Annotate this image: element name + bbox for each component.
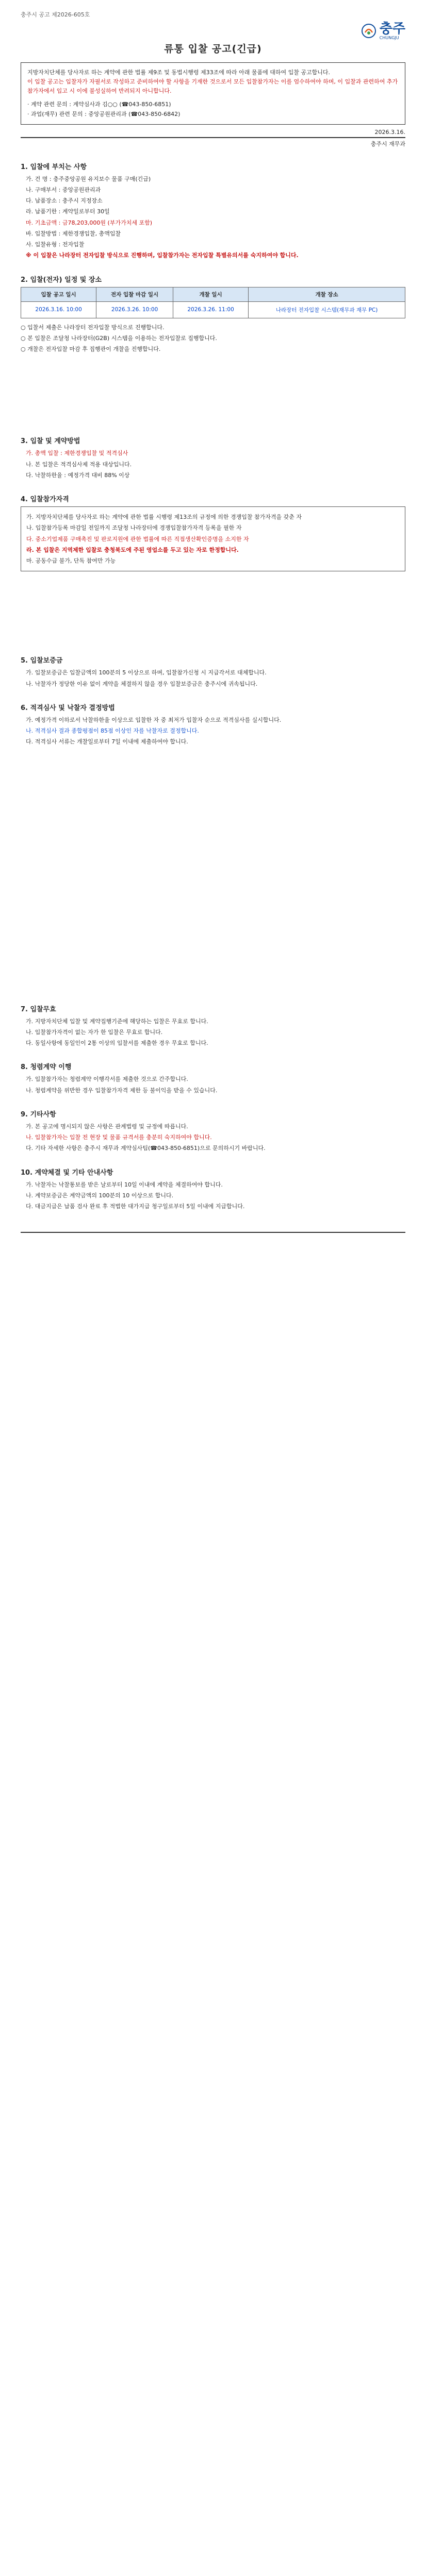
section-10-item: 다. 대금지급은 납품 검사 완료 후 적법한 대가지급 청구일로부터 5일 이내에 지급합니다. [26,1203,245,1210]
section-2-note: ○ 본 입찰은 조달청 나라장터(G2B) 시스템을 이용하는 전자입찰로 집행합니다. [21,334,217,342]
intro-line-2: 이 입찰 공고는 입찰자가 자필서로 작성하고 준비하여야 할 사항을 기재한 것으로서 모든 입찰참가자는 이를 엄수하여야 하며, 이 입찰과 관련하여 추가 참가자에서 입고 시 이에 불성실하여 반려되지 아니합니다. [27,78,398,95]
eligibility-box [21,506,405,571]
section-7-item: 다. 동일사항에 동일인이 2통 이상의 입찰서를 제출한 경우 무효로 합니다. [26,1040,208,1047]
section-9-item: 가. 본 공고에 명시되지 않은 사항은 관계법령 및 규정에 따릅니다. [26,1123,188,1130]
intro-contact-task: · 과업(재무) 관련 문의 : 중앙공원관리과 (☎043-850-6842) [27,110,181,117]
intro-contact-contract: · 계약 관련 문의 : 계약심사과 김○○ (☎043-850-6851) [27,101,171,108]
schedule-header-row [21,287,405,301]
notice-date: 2026.3.16. [21,129,405,138]
section-4-item: 마. 공동수급 불가, 단독 참여만 가능 [26,557,116,565]
section-4-title: 4. 입찰참가자격 [21,496,69,504]
section-4-item: 라. 본 입찰은 지역제한 입찰로 충청북도에 주된 영업소를 두고 있는 자로 한정합니다. [26,546,239,553]
schedule-cell: 2026.3.26. 11:00 [173,301,248,318]
schedule-header-cell: 전자 입찰 마감 일시 [96,287,173,301]
section-2-note: ○ 입찰서 제출은 나라장터 전자입찰 방식으로 진행합니다. [21,324,165,331]
logo-text: 충주 [379,21,405,37]
document-end-divider [21,1232,405,1233]
schedule-cell: 2026.3.16. 10:00 [21,301,96,318]
section-5-title: 5. 입찰보증금 [21,657,63,665]
intro-box [21,62,405,125]
section-8-title: 8. 청렴계약 이행 [21,1063,72,1072]
notice-org: 충주시 재무과 [370,140,405,147]
section-2-title: 2. 입찰(전자) 일정 및 장소 [21,276,102,284]
section-3-item: 나. 본 입찰은 적격심사제 적용 대상입니다. [26,461,132,468]
section-10-item: 가. 낙찰자는 낙찰통보를 받은 날로부터 10일 이내에 계약을 체결하여야 합니다. [26,1181,223,1188]
section-6-title: 6. 적격심사 및 낙찰자 결정방법 [21,704,115,712]
section-7-item: 나. 입찰참가자격이 없는 자가 한 입찰은 무효로 합니다. [26,1028,163,1036]
section-7-title: 7. 입찰무효 [21,1005,56,1013]
section-10-item: 나. 계약보증금은 계약금액의 100분의 10 이상으로 합니다. [26,1192,174,1199]
section-7-item: 가. 지방자치단체 입찰 및 계약집행기준에 해당하는 입찰은 무효로 합니다. [26,1018,208,1025]
section-3-item: 다. 낙찰하한율 : 예정가격 대비 88% 이상 [26,471,130,479]
page-title: 류통 입찰 공고(긴급) [164,43,262,55]
section-1-item: 나. 구매부서 : 중앙공원관리과 [26,186,101,193]
section-4-item: 다. 중소기업제품 구매촉진 및 판로지원에 관한 법률에 따른 직접생산확인증명을 소지한 자 [26,535,249,543]
section-3-title: 3. 입찰 및 계약방법 [21,437,80,446]
section-5-item: 나. 낙찰자가 정당한 이유 없이 계약을 체결하지 않을 경우 입찰보증금은 충주시에 귀속됩니다. [26,680,258,687]
section-1-item: 바. 입찰방법 : 제한경쟁입찰, 총액입찰 [26,230,121,237]
notice-page [21,0,405,1233]
section-9-title: 9. 기타사항 [21,1110,56,1118]
section-4-item: 가. 지방자치단체를 당사자로 하는 계약에 관한 법률 시행령 제13조의 규정에 의한 경쟁입찰 참가자격을 갖춘 자 [26,514,302,521]
section-1-title: 1. 입찰에 부치는 사항 [21,163,87,171]
section-1-item: 라. 납품기한 : 계약일로부터 30일 [26,208,110,215]
section-8-item: 가. 입찰참가자는 청렴계약 이행각서를 제출한 것으로 간주합니다. [26,1076,188,1083]
section-1-item: 마. 기초금액 : 금78,203,000원 (부가가치세 포함) [26,219,153,226]
schedule-table [21,287,405,318]
section-6-item: 가. 예정가격 이하로서 낙찰하한율 이상으로 입찰한 자 중 최저가 입찰자 순으로 적격심사를 실시합니다. [26,716,282,723]
logo-subtext: CHUNGJU [379,35,399,40]
section-2-note: ○ 개찰은 전자입찰 마감 후 집행관이 개찰을 진행합니다. [21,346,161,353]
schedule-header-cell: 입찰 공고 일시 [21,287,96,301]
section-1-item: 다. 납품장소 : 충주시 지정장소 [26,197,103,205]
city-logo [343,21,405,41]
intro-line-1: 지방자치단체를 당사자로 하는 계약에 관한 법률 제9조 및 동법시행령 제33조에 따라 아래 물품에 대하여 입찰 공고합니다. [27,69,330,76]
schedule-header-cell: 개찰 장소 [249,287,405,301]
section-6-item: 다. 적격심사 서류는 개찰일로부터 7일 이내에 제출하여야 합니다. [26,738,188,745]
section-5-item: 가. 입찰보증금은 입찰금액의 100분의 5 이상으로 하며, 입찰참가신청 시 지급각서로 대체합니다. [26,669,267,676]
schedule-cell: 2026.3.26. 10:00 [96,301,173,318]
city-emblem-icon [361,23,376,39]
section-10-title: 10. 계약체결 및 기타 안내사항 [21,1168,113,1177]
section-9-item: 나. 입찰참가자는 입찰 전 현장 및 물품 규격서를 충분히 숙지하여야 합니다. [26,1134,212,1141]
schedule-header-cell: 개찰 일시 [173,287,248,301]
section-4-item: 나. 입찰참가등록 마감일 전일까지 조달청 나라장터에 경쟁입찰참가자격 등록을 필한 자 [26,524,242,532]
notice-number: 충주시 공고 제2026-605호 [21,11,90,18]
section-6-item: 나. 적격심사 결과 종합평점이 85점 이상인 자를 낙찰자로 결정합니다. [26,727,199,735]
section-9-item: 다. 기타 자세한 사항은 충주시 재무과 계약심사팀(☎043-850-6851)으로 문의하시기 바랍니다. [26,1145,266,1152]
schedule-row [21,301,405,318]
section-8-item: 나. 청렴계약을 위반한 경우 입찰참가자격 제한 등 불이익을 받을 수 있습니다. [26,1087,218,1094]
section-1-note: ※ 이 입찰은 나라장터 전자입찰 방식으로 진행하며, 입찰참가자는 전자입찰 특별유의서를 숙지하여야 합니다. [26,252,299,259]
schedule-cell: 나라장터 전자입찰 시스템(재무과 재무 PC) [249,301,405,318]
section-1-item: 가. 건 명 : 충주중앙공원 유지보수 물품 구매(긴급) [26,175,151,182]
section-3-item: 가. 총액 입찰 : 제한경쟁입찰 및 적격심사 [26,450,128,457]
section-1-item: 사. 입찰유형 : 전자입찰 [26,241,85,248]
